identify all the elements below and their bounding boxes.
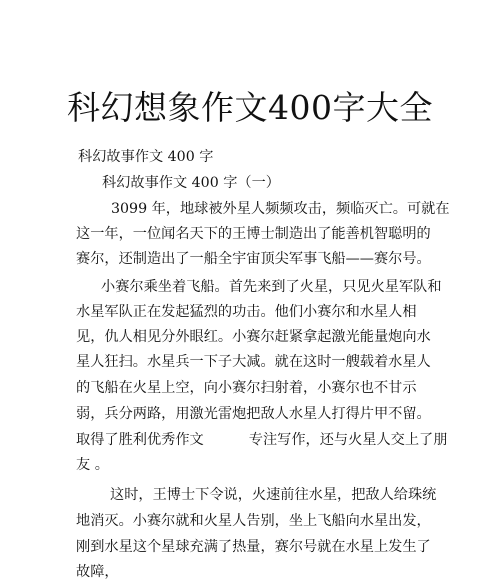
document-title: 科幻想象作文400字大全 (67, 88, 433, 127)
section-heading: 科幻故事作文 400 字（一） (102, 175, 280, 191)
paragraph-1-line-3: 赛尔，还制造出了一船全宇宙顶尖军事飞船——赛尔号。 (76, 251, 431, 267)
paragraph-2-line-3: 见，仇人相见分外眼红。小赛尔赶紧拿起激光能量炮向水 (76, 329, 431, 345)
paragraph-3-line-2: 地消灭。小赛尔就和火星人告别，坐上飞船向水星出发， (76, 513, 431, 529)
paragraph-2-line-5: 的飞船在火星上空，向小赛尔扫射着，小赛尔也不甘示 (76, 380, 417, 396)
paragraph-3-line-1: 这时，王博士下令说，火速前往水星，把敌人给珠统 (110, 487, 437, 503)
paragraph-2-line-1: 小赛尔乘坐着飞船。首先来到了火星，只见火星军队和 (101, 279, 442, 295)
paragraph-1-line-2: 这一年，一位闻名天下的王博士制造出了能善机智聪明的 (76, 226, 431, 242)
paragraph-3-line-4: 故障， (76, 564, 119, 580)
paragraph-1-line-1: 3099 年，地球被外星人频频攻击，频临灭亡。可就在 (111, 201, 450, 217)
paragraph-2-line-4: 星人狂扫。水星兵一下子大减。就在这时一艘载着水星人 (76, 354, 431, 370)
paragraph-2-line-7: 取得了胜利优秀作文 专注写作，还与火星人交上了朋 (76, 432, 448, 448)
paragraph-2-line-8: 友 。 (76, 457, 109, 473)
paragraph-2-line-2: 水星军队正在发起猛烈的功击。他们小赛尔和水星人相 (76, 304, 417, 320)
paragraph-3-line-3: 刚到水星这个星球充满了热量，赛尔号就在水星上发生了 (76, 539, 431, 555)
paragraph-2-line-6: 弱，兵分两路，用激光雷炮把敌人水星人打得片甲不留。 (76, 406, 431, 422)
subheading: 科幻故事作文 400 字 (78, 149, 214, 165)
